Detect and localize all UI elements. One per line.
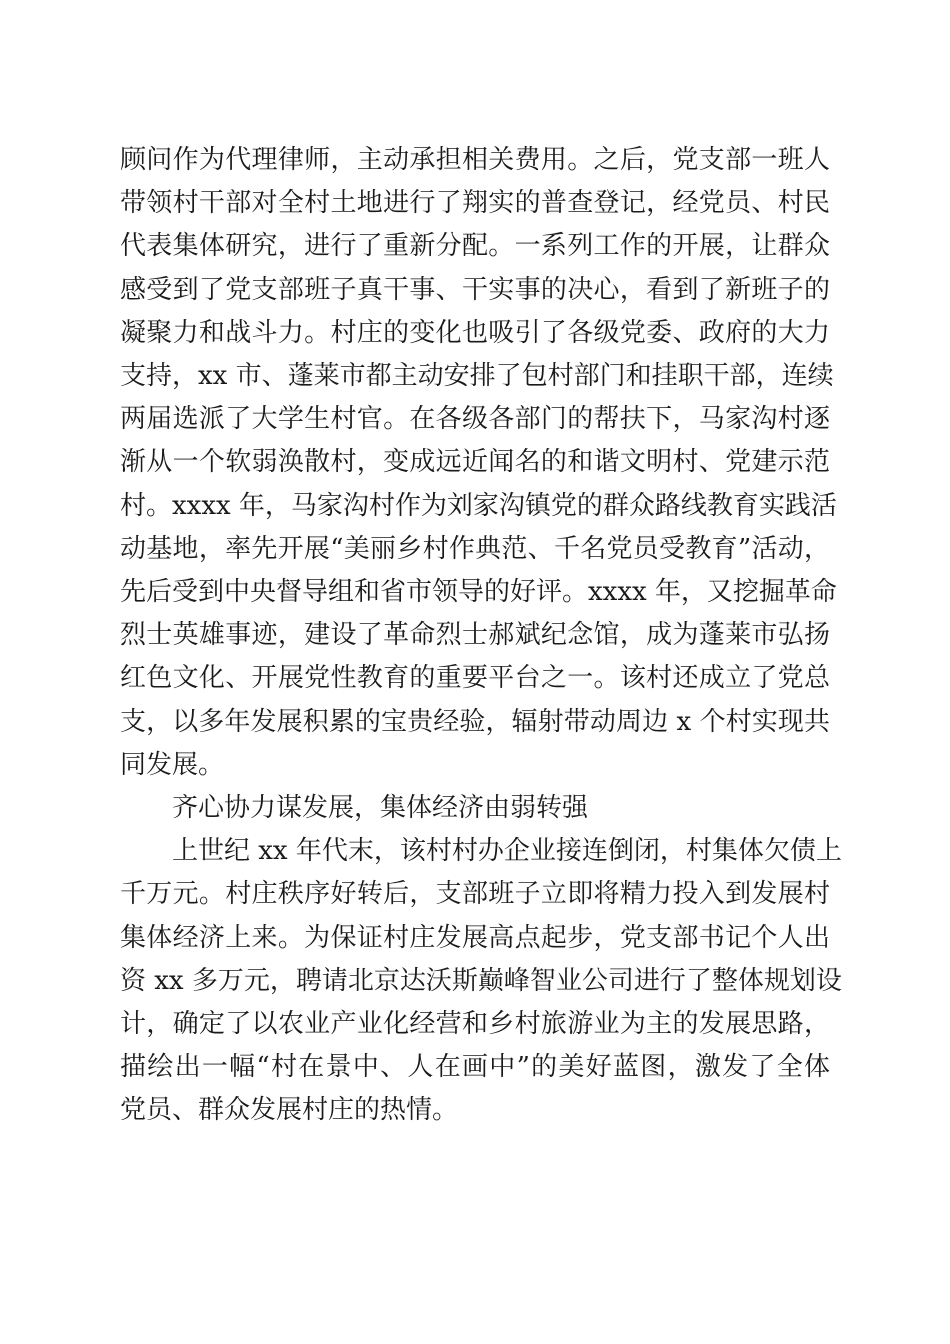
paragraph-village-changes [120,139,837,787]
text-line: 凝聚力和战斗力。村庄的变化也吸引了各级党委、政府的大力 [120,317,830,348]
text-line: 描绘出一幅“村在景中、人在画中”的美好蓝图，激发了全体 [120,1052,830,1083]
text-line: 党员、群众发展村庄的热情。 [120,1095,459,1126]
section-heading [120,787,830,830]
text-line: 动基地，率先开展“美丽乡村作典范、千名党员受教育”活动， [120,533,830,564]
text-line: 同发展。 [120,749,225,780]
text-line: 两届选派了大学生村官。在各级各部门的帮扶下，马家沟村逐 [120,404,830,435]
text-line: 村。xxxx 年，马家沟村作为刘家沟镇党的群众路线教育实践活 [120,490,837,521]
text-line: 支，以多年发展积累的宝贵经验，辐射带动周边 x 个村实现共 [120,706,830,737]
document-body [120,139,842,1133]
text-line: 支持，xx 市、蓬莱市都主动安排了包村部门和挂职干部，连续 [120,361,834,392]
text-line: 先后受到中央督导组和省市领导的好评。xxxx 年，又挖掘革命 [120,577,837,608]
text-line: 带领村干部对全村土地进行了翔实的普查登记，经党员、村民 [120,188,830,219]
text-line: 代表集体研究，进行了重新分配。一系列工作的开展，让群众 [120,231,830,262]
text-line: 资 xx 多万元，聘请北京达沃斯巅峰智业公司进行了整体规划设 [120,965,842,996]
text-line: 渐从一个软弱涣散村，变成远近闻名的和谐文明村、党建示范 [120,447,830,478]
text-line: 千万元。村庄秩序好转后，支部班子立即将精力投入到发展村 [120,879,830,910]
text-line: 顾问作为代理律师，主动承担相关费用。之后，党支部一班人 [120,145,830,175]
text-line: 红色文化、开展党性教育的重要平台之一。该村还成立了党总 [120,663,830,694]
text-line: 感受到了党支部班子真干事、干实事的决心，看到了新班子的 [120,274,830,305]
text-line: 烈士英雄事迹，建设了革命烈士郝斌纪念馆，成为蓬莱市弘扬 [120,620,830,651]
text-line: 上世纪 xx 年代末，该村村办企业接连倒闭，村集体欠债上 [172,836,842,867]
text-line: 集体经济上来。为保证村庄发展高点起步，党支部书记个人出 [120,922,830,953]
text-line: 计，确定了以农业产业化经营和乡村旅游业为主的发展思路， [120,1009,830,1040]
paragraph-collective-economy [120,830,842,1132]
section-heading-text: 齐心协力谋发展，集体经济由弱转强 [172,793,589,824]
